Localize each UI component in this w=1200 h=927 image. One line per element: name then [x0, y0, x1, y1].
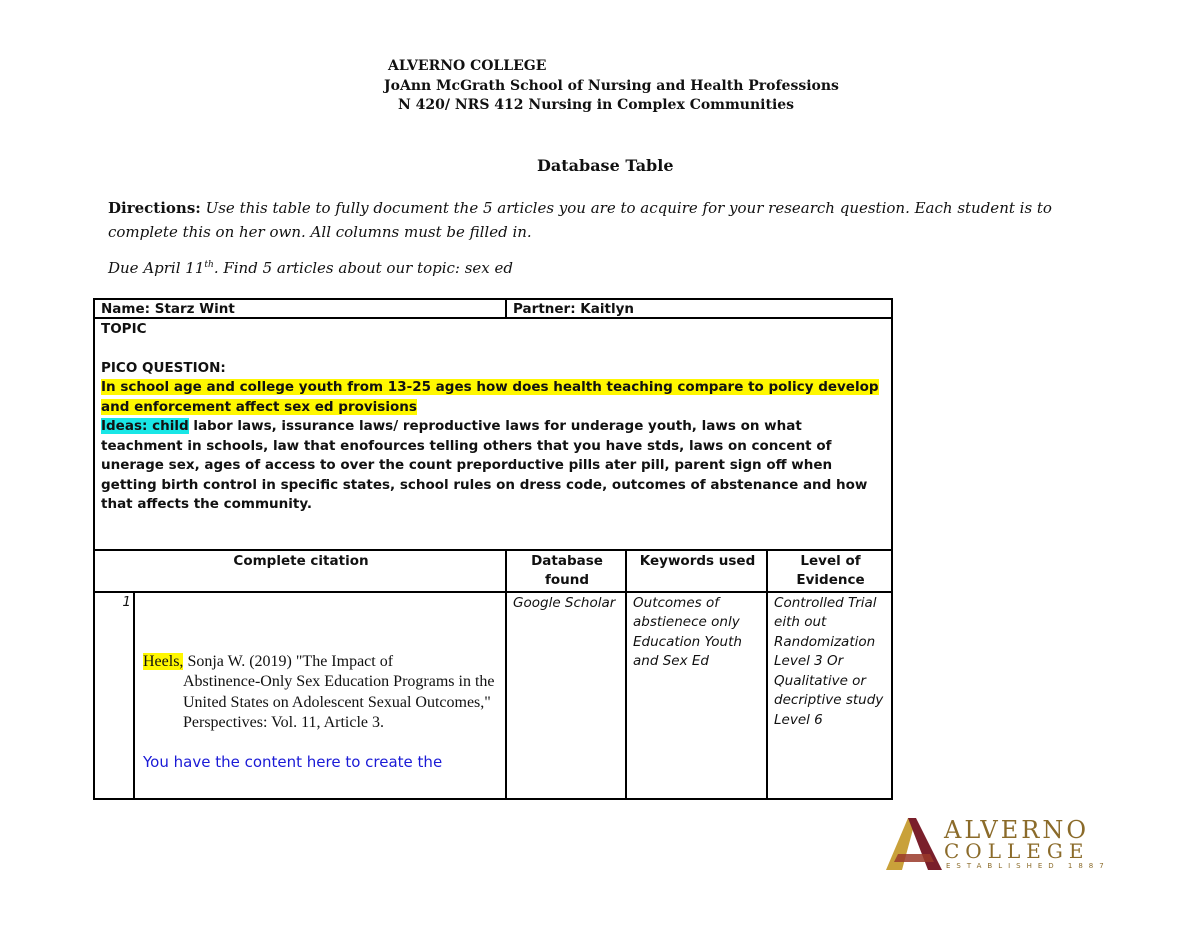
directions-label: Directions: — [108, 199, 201, 217]
topic-label: TOPIC — [101, 321, 147, 337]
col-citation: Complete citation — [94, 550, 506, 592]
note-link[interactable]: You have the content here to create the — [143, 752, 443, 771]
citation-cell — [134, 592, 506, 799]
pico-question: In school age and college youth from 13-25 ages how does health teaching compare to policy develop and enforcement affect sex ed provisions — [101, 379, 879, 415]
row-number: 1 — [94, 592, 134, 799]
citation-author: Heels, — [143, 652, 184, 670]
due-post: . Find 5 articles about our topic: sex ed — [213, 259, 513, 277]
directions-text: Use this table to fully document the 5 articles you are to acquire for your research question. Each student is to complete this on her own. All columns must be filled in. — [108, 199, 1052, 241]
citation-first: Sonja W. (2019) "The Impact of — [183, 652, 394, 670]
due-date — [108, 259, 513, 277]
course-name: N 420/ NRS 412 Nursing in Complex Communities — [398, 97, 795, 113]
name-cell: Name: Starz Wint — [94, 299, 506, 318]
directions — [108, 196, 1058, 244]
col-level: Level of Evidence — [767, 550, 892, 592]
col-keywords: Keywords used — [626, 550, 767, 592]
logo-line-2: COLLEGE — [944, 839, 1090, 863]
ideas-label: Ideas: child — [101, 418, 189, 434]
database-cell: Google Scholar — [506, 592, 626, 799]
topic-cell — [94, 318, 892, 550]
logo-line-1: ALVERNO — [944, 816, 1090, 844]
due-sup: th — [204, 260, 214, 270]
logo-line-3: ESTABLISHED 1887 — [946, 862, 1110, 870]
table-row — [94, 592, 892, 799]
school-name: JoAnn McGrath School of Nursing and Health Professions — [384, 78, 839, 94]
due-pre: Due April 11 — [108, 259, 205, 277]
citation-rest: Abstinence-Only Sex Education Programs in the United States on Adolescent Sexual Outcomes," Perspectives: Vol. 11, Article 3. — [183, 673, 495, 731]
partner-cell: Partner: Kaitlyn — [506, 299, 892, 318]
col-database: Database found — [506, 550, 626, 592]
keywords-cell: Outcomes of abstienece only Education Youth and Sex Ed — [626, 592, 767, 799]
college-name: ALVERNO COLLEGE — [388, 58, 547, 74]
page-title: Database Table — [537, 156, 674, 175]
pico-label: PICO QUESTION: — [101, 359, 226, 376]
level-cell: Controlled Trial eith out Randomization Level 3 Or Qualitative or decriptive study Level 6 — [767, 592, 892, 799]
alverno-logo-icon — [884, 816, 944, 872]
database-table — [93, 298, 893, 800]
ideas-text: labor laws, issurance laws/ reproductive laws for underage youth, laws on what teachment in schools, law that enofources telling others that you have stds, laws on concent of unerage sex, ages of access to over the count preporductive pills ater pill, parent sign off when getting birth control in specific states, school rules on dress code, outcomes of abstenance and how that affects the community. — [101, 418, 868, 512]
